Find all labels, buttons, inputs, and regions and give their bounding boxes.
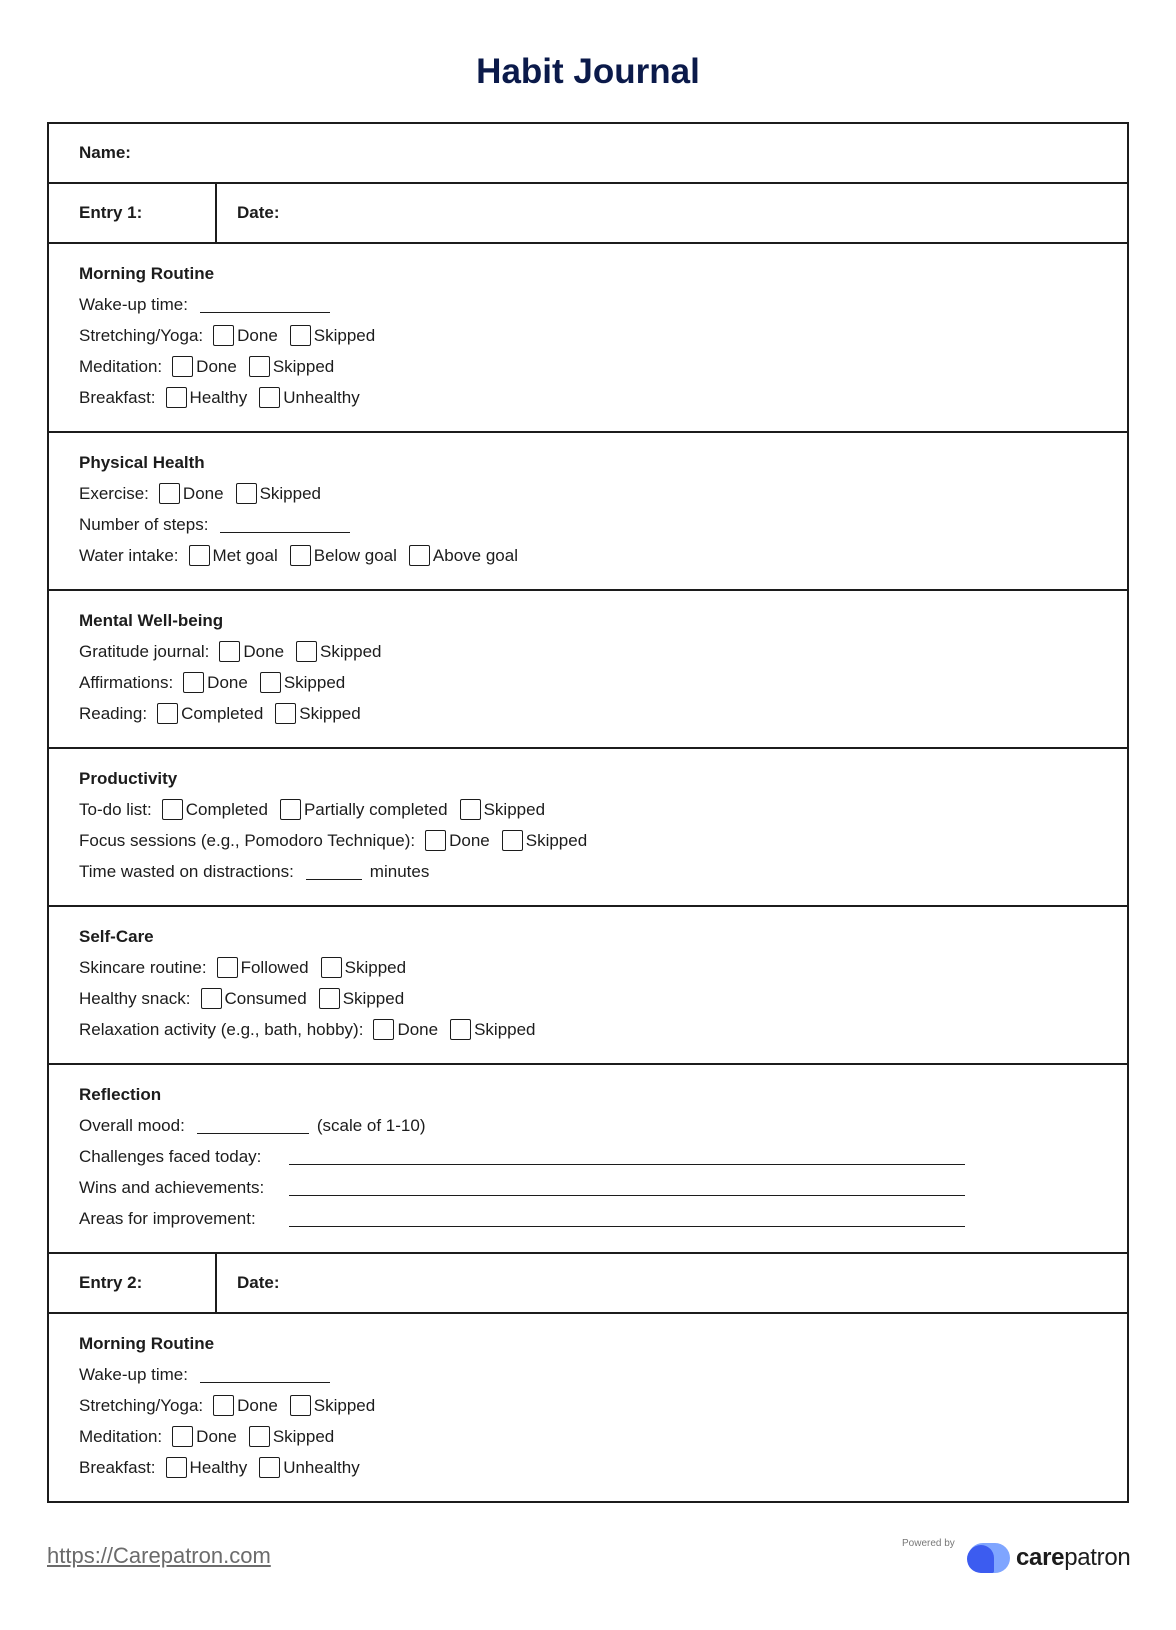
field-meditation [79, 1421, 1097, 1452]
option-label: Done [397, 1020, 439, 1039]
option-healthy[interactable] [166, 1452, 248, 1483]
checkbox[interactable] [219, 641, 240, 662]
option-done[interactable] [219, 636, 284, 667]
checkbox[interactable] [217, 957, 238, 978]
field-label: Meditation: [79, 357, 163, 376]
option-label: Skipped [525, 831, 588, 850]
option-done[interactable] [183, 667, 248, 698]
field-label: Overall mood: [79, 1116, 185, 1135]
option-skipped[interactable] [321, 952, 406, 983]
checkbox[interactable] [236, 483, 257, 504]
option-label: Skipped [299, 704, 361, 723]
option-label: Healthy [189, 1458, 248, 1477]
option-label: Done [243, 642, 285, 661]
blank-line[interactable] [200, 1366, 330, 1383]
field-label: Wake-up time: [79, 1365, 188, 1384]
option-unhealthy[interactable] [259, 1452, 360, 1483]
checkbox[interactable] [166, 387, 187, 408]
checkbox[interactable] [502, 830, 523, 851]
option-skipped[interactable] [249, 1421, 334, 1452]
field-label: Exercise: [79, 484, 149, 503]
date-label: Date: [237, 1273, 280, 1292]
option-label: Done [182, 484, 224, 503]
option-label: Skipped [313, 1396, 376, 1415]
option-label: Skipped [272, 357, 335, 376]
option-skipped[interactable] [275, 698, 360, 729]
checkbox[interactable] [409, 545, 430, 566]
option-label: Unhealthy [283, 388, 360, 407]
field-wins-and-achievements [79, 1172, 1097, 1203]
field-label: Water intake: [79, 546, 179, 565]
section-reflection [49, 1065, 1127, 1254]
option-below-goal[interactable] [290, 540, 397, 571]
field-label: Stretching/Yoga: [79, 326, 204, 345]
entry-header-row [49, 184, 1127, 244]
checkbox[interactable] [166, 1457, 187, 1478]
option-label: Completed [181, 704, 264, 723]
field-water-intake [79, 540, 1097, 571]
field-time-wasted-on-distractions [79, 856, 1097, 887]
field-label: To-do list: [79, 800, 152, 819]
section-heading: Reflection [79, 1085, 162, 1104]
option-label: Skipped [283, 673, 346, 692]
checkbox[interactable] [157, 703, 178, 724]
option-done[interactable] [213, 320, 278, 351]
option-label: Followed [240, 958, 309, 977]
option-skipped[interactable] [290, 1390, 375, 1421]
checkbox[interactable] [189, 545, 210, 566]
section-physical-health [49, 433, 1127, 591]
option-completed[interactable] [162, 794, 268, 825]
checkbox[interactable] [290, 1395, 311, 1416]
blank-line[interactable] [197, 1117, 309, 1134]
field-exercise [79, 478, 1097, 509]
checkbox[interactable] [259, 1457, 280, 1478]
field-affirmations [79, 667, 1097, 698]
checkbox[interactable] [172, 356, 193, 377]
field-healthy-snack [79, 983, 1097, 1014]
carepatron-logo-icon [966, 1541, 1012, 1575]
checkbox[interactable] [296, 641, 317, 662]
field-label: Areas for improvement: [79, 1209, 256, 1228]
field-areas-for-improvement [79, 1203, 1097, 1234]
option-skipped[interactable] [290, 320, 375, 351]
carepatron-link[interactable]: https://Carepatron.com [47, 1543, 271, 1568]
option-label: Above goal [432, 546, 518, 565]
section-spacer [79, 1045, 1097, 1063]
option-label: Met goal [212, 546, 278, 565]
habit-journal-form [47, 122, 1129, 1503]
option-skipped[interactable] [296, 636, 381, 667]
field-label: Number of steps: [79, 515, 209, 534]
option-label: Skipped [342, 989, 405, 1008]
section-spacer [79, 571, 1097, 589]
option-label: Skipped [474, 1020, 536, 1039]
checkbox[interactable] [290, 545, 311, 566]
section-spacer [79, 413, 1097, 431]
powered-by-label: Powered by [902, 1538, 955, 1549]
field-number-of-steps [79, 509, 1097, 540]
checkbox[interactable] [201, 988, 222, 1009]
field-label: Meditation: [79, 1427, 163, 1446]
section-heading: Morning Routine [79, 264, 215, 283]
option-done[interactable] [172, 1421, 237, 1452]
field-reading [79, 698, 1097, 729]
option-skipped[interactable] [249, 351, 334, 382]
field-label: Time wasted on distractions: [79, 862, 294, 881]
checkbox[interactable] [460, 799, 481, 820]
checkbox[interactable] [321, 957, 342, 978]
checkbox[interactable] [290, 325, 311, 346]
option-label: Unhealthy [283, 1458, 360, 1477]
option-done[interactable] [425, 825, 490, 856]
option-skipped[interactable] [260, 667, 345, 698]
option-done[interactable] [213, 1390, 278, 1421]
option-label: Done [207, 673, 248, 692]
checkbox[interactable] [260, 672, 281, 693]
carepatron-wordmark: carepatron [1016, 1544, 1131, 1571]
field-label: Affirmations: [79, 673, 174, 692]
option-done[interactable] [373, 1014, 438, 1045]
field-wake-up-time [79, 1359, 1097, 1390]
option-healthy[interactable] [166, 382, 248, 413]
section-spacer [79, 887, 1097, 905]
section-heading: Productivity [79, 769, 178, 788]
option-label: Skipped [272, 1427, 335, 1446]
field-overall-mood [79, 1110, 1097, 1141]
date-label: Date: [237, 203, 280, 222]
entry-header-row [49, 1254, 1127, 1314]
checkbox[interactable] [373, 1019, 394, 1040]
name-label: Name: [79, 143, 131, 162]
field-challenges-faced-today [79, 1141, 1097, 1172]
field-label: Wake-up time: [79, 295, 188, 314]
checkbox[interactable] [162, 799, 183, 820]
checkbox[interactable] [183, 672, 204, 693]
blank-line[interactable] [306, 863, 362, 880]
option-partially-completed[interactable] [280, 794, 448, 825]
field-to-do-list [79, 794, 1097, 825]
option-unhealthy[interactable] [259, 382, 360, 413]
option-skipped[interactable] [460, 794, 545, 825]
option-completed[interactable] [157, 698, 263, 729]
blank-line[interactable] [200, 296, 330, 313]
blank-line[interactable] [289, 1179, 965, 1196]
checkbox[interactable] [425, 830, 446, 851]
checkbox[interactable] [172, 1426, 193, 1447]
option-label: Done [196, 357, 237, 376]
section-heading: Self-Care [79, 927, 154, 946]
entry-label: Entry 1: [49, 184, 217, 242]
field-breakfast [79, 1452, 1097, 1483]
name-row [49, 124, 1127, 184]
section-productivity [49, 749, 1127, 907]
field-focus-sessions-e-g-pomodoro-technique [79, 825, 1097, 856]
section-mental-well-being [49, 591, 1127, 749]
option-label: Below goal [313, 546, 397, 565]
field-label: Focus sessions (e.g., Pomodoro Technique): [79, 831, 416, 850]
field-label: Challenges faced today: [79, 1147, 262, 1166]
field-stretching-yoga [79, 320, 1097, 351]
option-skipped[interactable] [450, 1014, 535, 1045]
field-gratitude-journal [79, 636, 1097, 667]
field-label: Wins and achievements: [79, 1178, 265, 1197]
field-label: Stretching/Yoga: [79, 1396, 204, 1415]
checkbox[interactable] [213, 325, 234, 346]
section-spacer [79, 729, 1097, 747]
section-spacer [79, 1234, 1097, 1252]
option-skipped[interactable] [502, 825, 587, 856]
option-skipped[interactable] [236, 478, 321, 509]
field-relaxation-activity-e-g-bath-hobby [79, 1014, 1097, 1045]
checkbox[interactable] [249, 356, 270, 377]
checkbox[interactable] [213, 1395, 234, 1416]
checkbox[interactable] [280, 799, 301, 820]
option-followed[interactable] [217, 952, 309, 983]
field-breakfast [79, 382, 1097, 413]
checkbox[interactable] [319, 988, 340, 1009]
option-met-goal[interactable] [189, 540, 278, 571]
section-morning-routine [49, 1314, 1127, 1501]
option-label: Completed [185, 800, 268, 819]
field-wake-up-time [79, 289, 1097, 320]
option-label: Skipped [320, 642, 382, 661]
option-label: Done [237, 1396, 278, 1415]
carepatron-logo [966, 1540, 1130, 1576]
field-label: Gratitude journal: [79, 642, 210, 661]
option-skipped[interactable] [319, 983, 404, 1014]
checkbox[interactable] [259, 387, 280, 408]
blank-line[interactable] [220, 516, 350, 533]
option-label: Skipped [259, 484, 321, 503]
checkbox[interactable] [450, 1019, 471, 1040]
field-label: Healthy snack: [79, 989, 191, 1008]
field-label: Relaxation activity (e.g., bath, hobby): [79, 1020, 364, 1039]
option-consumed[interactable] [201, 983, 307, 1014]
option-above-goal[interactable] [409, 540, 518, 571]
section-heading: Physical Health [79, 453, 205, 472]
section-morning-routine [49, 244, 1127, 433]
option-done[interactable] [159, 478, 224, 509]
option-label: Done [196, 1427, 237, 1446]
section-self-care [49, 907, 1127, 1065]
field-meditation [79, 351, 1097, 382]
section-spacer [79, 1483, 1097, 1501]
option-label: Partially completed [303, 800, 448, 819]
page-title: Habit Journal [476, 52, 700, 91]
option-label: Done [237, 326, 278, 345]
checkbox[interactable] [249, 1426, 270, 1447]
entry-label: Entry 2: [49, 1254, 217, 1312]
blank-line[interactable] [289, 1148, 965, 1165]
field-label: Skincare routine: [79, 958, 207, 977]
field-label: Breakfast: [79, 388, 156, 407]
field-skincare-routine [79, 952, 1097, 983]
field-label: Reading: [79, 704, 148, 723]
field-stretching-yoga [79, 1390, 1097, 1421]
field-suffix: (scale of 1-10) [316, 1116, 426, 1135]
field-suffix: minutes [369, 862, 430, 881]
option-done[interactable] [172, 351, 237, 382]
field-label: Breakfast: [79, 1458, 156, 1477]
option-label: Skipped [313, 326, 376, 345]
option-label: Skipped [344, 958, 407, 977]
blank-line[interactable] [289, 1210, 965, 1227]
section-heading: Mental Well-being [79, 611, 224, 630]
checkbox[interactable] [159, 483, 180, 504]
section-heading: Morning Routine [79, 1334, 215, 1353]
checkbox[interactable] [275, 703, 296, 724]
option-label: Done [449, 831, 490, 850]
option-label: Healthy [189, 388, 248, 407]
option-label: Skipped [483, 800, 546, 819]
option-label: Consumed [224, 989, 307, 1008]
